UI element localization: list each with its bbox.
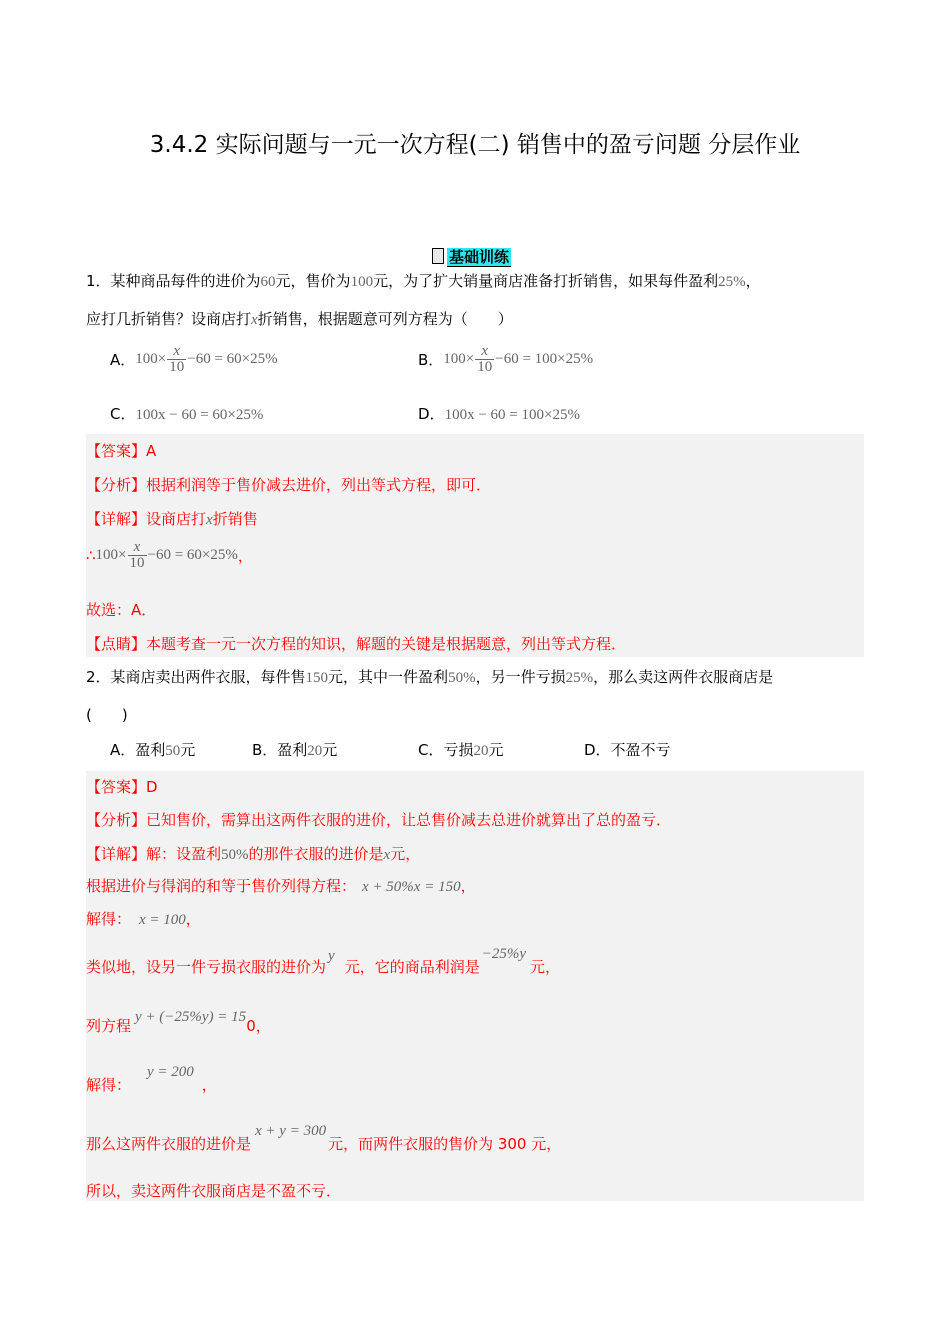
- q2-line-solve-y: 解得：y = 200，: [86, 1064, 217, 1094]
- q1-option-b[interactable]: B．100× $\frac{x}{10}$ −60 = 100×25%: [418, 343, 594, 375]
- tag-box-icon: [432, 248, 444, 264]
- q1-detail: 【详解】设商店打x折销售: [86, 510, 258, 528]
- q2-answer-block: [86, 771, 864, 1201]
- q1-line2: 应打几折销售？设商店打x折销售，根据题意可列方程为（ ）: [86, 310, 513, 328]
- q2-option-b[interactable]: B．盈利20元: [252, 741, 338, 759]
- q2-line-equation: 根据进价与得润的和等于售价列得方程： x + 50%x = 150，: [86, 877, 476, 895]
- q2-line-similar: 类似地，设另一件亏损衣服的进价为y元，它的商品利润是−25%y元，: [86, 946, 560, 976]
- q1-option-c[interactable]: C．100x − 60 = 60×25%: [110, 405, 264, 423]
- q2-line1: 2．某商店卖出两件衣服，每件售150元，其中一件盈利50%，另一件亏损25%，那么卖这两件衣服商店是: [86, 668, 774, 686]
- q1-comment: 【点睛】本题考查一元一次方程的知识，解题的关键是根据题意，列出等式方程．: [86, 635, 627, 653]
- q1-option-a[interactable]: A．100× $\frac{x}{10}$ −60 = 60×25%: [110, 343, 278, 375]
- q2-line-equation2: 列方程 y + (−25%y) = 150，: [86, 1009, 271, 1035]
- q2-analysis: 【分析】已知售价，需算出这两件衣服的进价，让总售价减去总进价就算出了总的盈亏．: [86, 811, 672, 829]
- q1-analysis: 【分析】根据利润等于售价减去进价，列出等式方程，即可．: [86, 476, 492, 494]
- q2-option-c[interactable]: C．亏损20元: [418, 741, 504, 759]
- q1-option-d[interactable]: D．100x − 60 = 100×25%: [418, 405, 580, 423]
- q1-equation: ∴100× $\frac{x}{10}$ −60 = 60×25%，: [86, 539, 253, 571]
- q1-answer-block: [86, 434, 864, 657]
- page-title: 3.4.2 实际问题与一元一次方程(二) 销售中的盈亏问题 分层作业: [149, 132, 801, 158]
- q1-line1: 1．某种商品每件的进价为60元，售价为100元，为了扩大销量商店准备打折销售，如果每件盈利25%，: [86, 272, 761, 290]
- q1-choose: 故选：A．: [86, 601, 157, 619]
- q2-line-solve-x: 解得： x = 100，: [86, 910, 201, 928]
- q2-conclusion: 所以，卖这两件衣服商店是不盈不亏．: [86, 1182, 342, 1200]
- q2-answer: 【答案】D: [86, 778, 158, 796]
- q2-option-a[interactable]: A．盈利50元: [110, 741, 196, 759]
- q2-line-cost: 那么这两件衣服的进价是x + y = 300元，而两件衣服的售价为 300 元，: [86, 1123, 562, 1153]
- q2-detail: 【详解】解：设盈利50%的那件衣服的进价是x元，: [86, 845, 421, 863]
- section-tag: [432, 246, 511, 267]
- q2-line2: ( ): [86, 706, 128, 724]
- section-tag-label: 基础训练: [449, 248, 510, 266]
- q2-option-d[interactable]: D．不盈不亏: [584, 741, 671, 759]
- q1-answer: 【答案】A: [86, 442, 157, 460]
